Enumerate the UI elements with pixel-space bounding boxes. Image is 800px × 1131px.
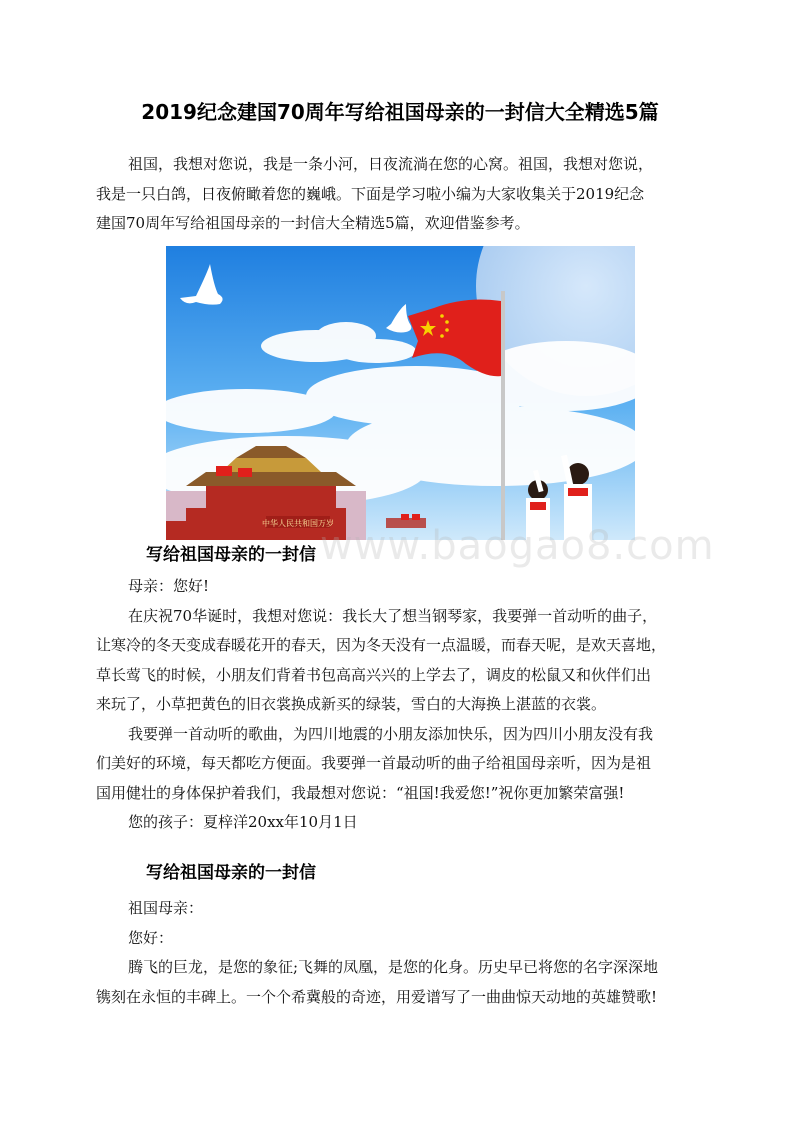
intro-line: 祖国，我想对您说，我是一条小河，日夜流淌在您的心窝。祖国，我想对您说， <box>128 155 654 173</box>
intro-line: 建国70周年写给祖国母亲的一封信大全精选5篇，欢迎借鉴参考。 <box>96 214 530 232</box>
letter1-greeting: 母亲：您好! <box>128 577 210 595</box>
page-title: 2019纪念建国70周年写给祖国母亲的一封信大全精选5篇 <box>141 100 659 124</box>
letter1-heading: 写给祖国母亲的一封信 <box>146 545 316 565</box>
hero-image <box>166 246 635 540</box>
letter2-heading: 写给祖国母亲的一封信 <box>146 863 316 883</box>
gate-banner: 中华人民共和国万岁 <box>262 519 334 528</box>
letter1-line: 来玩了，小草把黄色的旧衣裳换成新买的绿装，雪白的大海换上湛蓝的衣裳。 <box>96 695 607 713</box>
letter2-salutation: 祖国母亲： <box>128 899 204 917</box>
flagpole <box>501 291 505 540</box>
letter1-line: 我要弹一首动听的歌曲，为四川地震的小朋友添加快乐，因为四川小朋友没有我 <box>128 724 654 743</box>
letter2-body <box>96 894 716 1012</box>
letter1-line: 在庆祝70华诞时，我想对您说：我长大了想当钢琴家，我要弹一首动听的曲子， <box>128 606 658 625</box>
letter2-line: 腾飞的巨龙，是您的象征;飞舞的凤凰，是您的化身。历史早已将您的名字深深地 <box>128 958 659 976</box>
letter1-line: 让寒冷的冬天变成春暖花开的春天，因为冬天没有一点温暖，而春天呢，是欢天喜地， <box>96 636 667 654</box>
letter2-line: 镌刻在永恒的丰碑上。一个个希冀般的奇迹，用爱谱写了一曲曲惊天动地的英雄赞歌! <box>96 987 658 1006</box>
watermark: www.baogao8.com <box>320 523 715 569</box>
letter1-signature: 您的孩子：夏梓洋20xx年10月1日 <box>128 813 358 831</box>
letter1-line: 国用健壮的身体保护着我们，我最想对您说：“祖国!我爱您!”祝你更加繁荣富强! <box>96 783 625 802</box>
letter1-line: 草长莺飞的时候，小朋友们背着书包高高兴兴的上学去了，调皮的松鼠又和伙伴们出 <box>96 665 652 684</box>
intro-paragraph <box>96 150 716 239</box>
intro-line: 我是一只白鸽，日夜俯瞰着您的巍峨。下面是学习啦小编为大家收集关于2019纪念 <box>96 184 645 203</box>
letter1-line: 们美好的环境，每天都吃方便面。我要弹一首最动听的曲子给祖国母亲听，因为是祖 <box>96 754 652 772</box>
letter1-body <box>96 572 716 838</box>
letter2-greeting: 您好： <box>128 928 174 947</box>
